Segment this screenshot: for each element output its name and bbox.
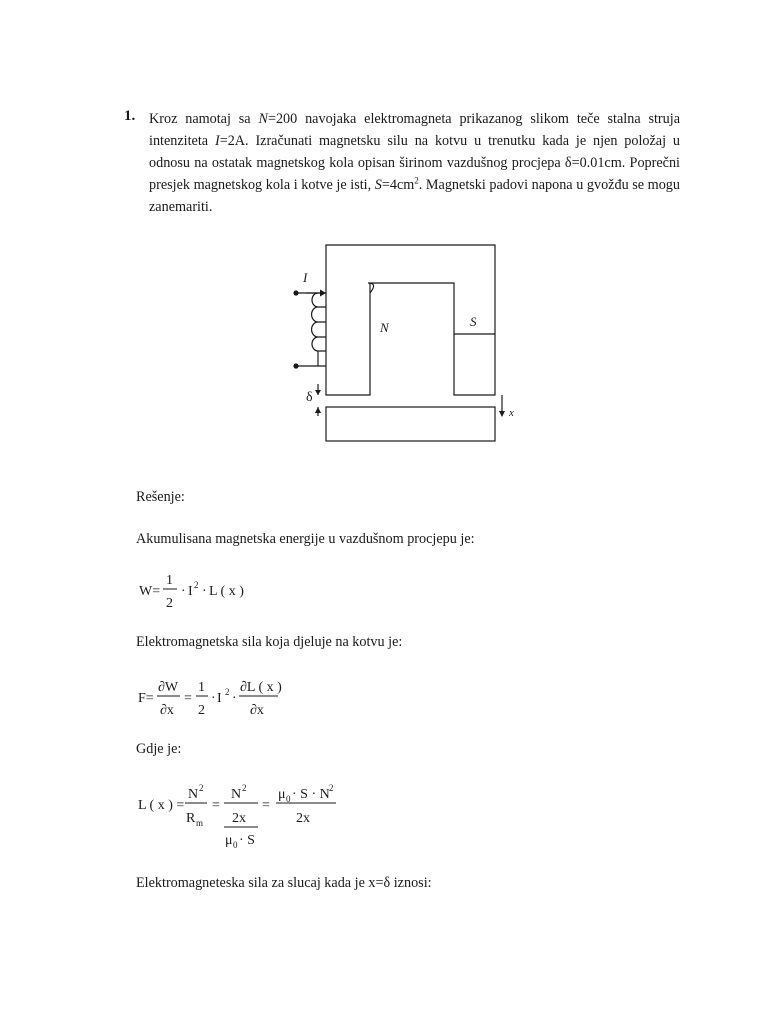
svg-text:2: 2 xyxy=(166,596,173,611)
svg-text:· S: · S xyxy=(239,833,255,848)
delta-arrowhead-bottom xyxy=(315,407,321,413)
svg-text:N: N xyxy=(231,787,242,802)
svg-text:∂W: ∂W xyxy=(158,680,179,695)
svg-text:=: = xyxy=(184,691,192,706)
svg-text:1: 1 xyxy=(198,680,205,695)
coil-winding xyxy=(312,293,326,351)
label-turns: N xyxy=(380,320,389,335)
svg-text:∂x: ∂x xyxy=(160,703,174,718)
svg-text:2x: 2x xyxy=(232,811,246,826)
label-x: x xyxy=(509,407,514,419)
svg-text:1: 1 xyxy=(166,573,173,588)
svg-text:∂x: ∂x xyxy=(250,703,264,718)
terminal-top xyxy=(293,290,298,295)
svg-text:0: 0 xyxy=(286,794,291,804)
force-text: Elektromagnetska sila koja djeluje na kotvu je: xyxy=(136,634,403,650)
label-area: S xyxy=(470,314,477,329)
force-equation xyxy=(136,672,306,722)
svg-text:·: · xyxy=(181,584,186,599)
solution-heading: Rešenje: xyxy=(136,489,185,505)
label-delta: δ xyxy=(306,390,313,405)
svg-text:2: 2 xyxy=(194,580,199,590)
current-arrowhead xyxy=(320,290,326,297)
electromagnet-figure xyxy=(288,238,528,448)
svg-text:μ: μ xyxy=(225,833,233,848)
where-text: Gdje je: xyxy=(136,741,182,757)
svg-text:2: 2 xyxy=(242,783,247,793)
final-text: Elektromagneteska sila za slucaj kada je x=δ iznosi: xyxy=(136,875,432,891)
svg-text:=: = xyxy=(262,798,270,813)
energy-text: Akumulisana magnetska energije u vazdušnom procjepu je: xyxy=(136,531,475,547)
svg-text:2x: 2x xyxy=(296,811,310,826)
svg-text:I: I xyxy=(188,584,193,599)
svg-text:·: · xyxy=(232,691,237,706)
delta-arrowhead-top xyxy=(315,390,321,395)
problem-text: Kroz namotaj sa N=200 navojaka elektromagneta prikazanog slikom teče stalna struja intenziteta I=2A. Izračunati magnetsku silu na kotvu u trenutku kada je njen položaj u odnosu na ostatak magnetskog kola opisan širinom vazdušnog procjepa δ=0.01cm. Poprečni presjek magnetskog kola i kotve je isti, $S=4cm^2$. Magnetski padovi napona u gvožđu se mogu zanemariti. xyxy=(149,111,680,215)
svg-text:·: · xyxy=(202,584,207,599)
svg-text:L ( x ) =: L ( x ) = xyxy=(138,798,185,813)
svg-text:2: 2 xyxy=(198,703,205,718)
svg-text:μ: μ xyxy=(278,787,286,802)
problem-number: 1. xyxy=(124,108,136,124)
inductance-equation xyxy=(136,778,356,852)
terminal-bottom xyxy=(293,363,298,368)
svg-text:N: N xyxy=(188,787,199,802)
svg-text:2: 2 xyxy=(199,783,204,793)
svg-text:=: = xyxy=(212,798,220,813)
svg-text:2: 2 xyxy=(329,783,334,793)
svg-text:W=: W= xyxy=(139,584,161,599)
svg-text:∂L ( x ): ∂L ( x ) xyxy=(240,680,282,695)
svg-text:2: 2 xyxy=(225,687,230,697)
energy-equation xyxy=(136,566,266,614)
x-arrowhead xyxy=(499,411,505,417)
svg-text:·: · xyxy=(211,691,216,706)
svg-text:F=: F= xyxy=(138,691,154,706)
svg-text:m: m xyxy=(196,818,204,828)
svg-text:I: I xyxy=(217,691,222,706)
svg-text:· S · N: · S · N xyxy=(292,787,330,802)
svg-text:0: 0 xyxy=(233,840,238,850)
label-current: I xyxy=(303,270,308,285)
svg-text:L ( x ): L ( x ) xyxy=(209,584,244,599)
svg-text:R: R xyxy=(186,811,196,826)
armature xyxy=(326,407,495,441)
problem-statement xyxy=(124,108,680,218)
